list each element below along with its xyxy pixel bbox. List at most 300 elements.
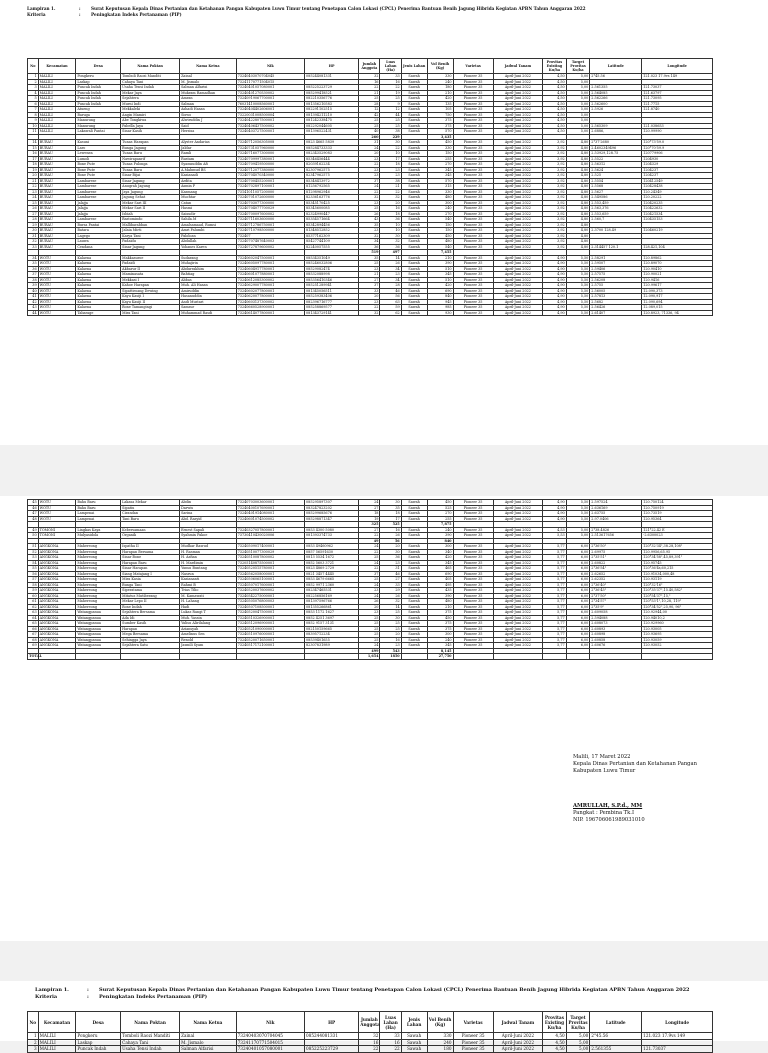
cell-kecamatan: ANGKONA: [38, 599, 76, 605]
cell-longitude: 121.8740: [642, 107, 713, 113]
cell-anggota: 36: [359, 244, 380, 250]
cell-target: 6,00: [566, 610, 590, 616]
cell-kecamatan: WOTU: [38, 277, 76, 283]
cell-kecamatan: MALILI: [38, 123, 76, 129]
cell-varietas: Pioneer 35: [453, 85, 493, 91]
cell-jenis: Sawah: [401, 206, 427, 212]
cell-kecamatan: MALILI: [38, 1033, 76, 1040]
cell-jadwal: April-Juni 2022: [493, 604, 543, 610]
cell-kecamatan: BURAU: [38, 173, 76, 179]
cell-provitas: 5,77: [543, 566, 567, 572]
cell-provitas: 5,77: [543, 626, 567, 632]
cell-jadwal: April-Juni 2022: [493, 151, 543, 157]
cell-longitude: 120°32'16": [642, 582, 713, 588]
column-header-kecamatan: Kecamatan: [38, 1012, 76, 1033]
cell-no: 2: [28, 1039, 39, 1046]
cell-hp: 08395712234: [305, 632, 359, 638]
cell-target: 5,50: [566, 310, 590, 316]
cell-varietas: Pioneer 35: [453, 140, 493, 146]
cell-jadwal: April-Juni 2022: [493, 244, 543, 250]
cell-ketua: Abd. Rasyid: [180, 516, 237, 522]
cell-kecamatan: ANGKONA: [38, 610, 76, 616]
cell-longitude: 120460219: [642, 228, 713, 234]
cell-target: 5,00: [566, 96, 590, 102]
cell-volume: 510: [427, 266, 453, 272]
cell-poktan: Maminasata: [121, 272, 180, 278]
cell-target: 4,80: [566, 140, 590, 146]
cell-ketua: Rahmi B: [180, 582, 237, 588]
cell-varietas: Pioneer 35: [453, 195, 493, 201]
cell-jenis: Sawah: [401, 233, 427, 239]
cell-desa: Bone Pute: [76, 162, 121, 168]
cell-poktan: Mitatus Mutiberang: [121, 593, 180, 599]
cell-ketua: Yulius Alirilalang: [180, 621, 237, 627]
cell-latitude: 2.62652: [590, 571, 642, 577]
cell-no: 58: [28, 582, 39, 588]
cell-latitude: 2.60822: [590, 560, 642, 566]
cell-jadwal: April-Juni 2022: [493, 222, 543, 228]
cell-jenis: Sawah: [401, 299, 427, 305]
cell-latitude: 2.561355: [590, 1046, 642, 1053]
cell-desa: Jalajja: [76, 211, 121, 217]
cell-target: 5,00: [566, 527, 590, 533]
cell-luas: 29: [380, 588, 401, 594]
cell-anggota: 25: [359, 96, 380, 102]
cell-desa: Pongkeru: [76, 74, 121, 80]
cell-desa: Mahereong: [76, 599, 121, 605]
cell-anggota: 25: [359, 615, 380, 621]
column-header-anggota: Jumlah Anggota: [359, 1012, 380, 1033]
cell-jadwal: April-Juni 2022: [493, 101, 543, 107]
cell-jadwal: April-Juni 2022: [493, 211, 543, 217]
kriteria-label: Kriteria: [27, 12, 46, 17]
cell-volume: 27,750: [427, 654, 453, 660]
cell-target: 4,80: [566, 211, 590, 217]
cell-poktan: Kayu Kasiji II: [121, 299, 180, 305]
cell-varietas: Pioneer 35: [453, 178, 493, 184]
cell-longitude: 121.73037: [642, 1046, 713, 1053]
cell-kecamatan: TOMONI: [38, 527, 76, 533]
cell-desa: Puncak Indah: [76, 96, 121, 102]
cell-nik: 73240727879600002: [236, 244, 304, 250]
cell-no: 49: [28, 527, 39, 533]
cell-volume: 390: [427, 261, 453, 267]
cell-nik: 73240406437500002: [236, 123, 304, 129]
cell-ketua: Ashadi Hasan: [180, 107, 237, 113]
cell-ketua: Said: [180, 123, 237, 129]
cell-kecamatan: WOTU: [38, 255, 76, 261]
cell-no: 48: [28, 516, 39, 522]
cell-volume: 255: [427, 516, 453, 522]
cell-target: [566, 654, 590, 660]
cell-anggota: 27: [359, 527, 380, 533]
column-header-jenis: Jenis Lahan: [401, 1012, 427, 1033]
cell-no: 43: [28, 305, 39, 311]
cell-anggota: 22: [359, 549, 380, 555]
cell-volume: 345: [427, 167, 453, 173]
cell-target: 6,00: [566, 632, 590, 638]
cell-jenis: Sawah: [401, 1033, 427, 1040]
cell-latitude: 2°36'45": [590, 588, 642, 594]
cell-anggota: 24: [359, 145, 380, 151]
cell-volume: 435: [427, 588, 453, 594]
cell-volume: 7,875: [427, 522, 453, 528]
cell-jadwal: April-Juni 2022: [493, 549, 543, 555]
cell-provitas: 4,50: [543, 101, 567, 107]
cell-jadwal: April-Juni 2022: [493, 90, 543, 96]
cell-volume: 840: [427, 294, 453, 300]
cell-luas: 30: [380, 500, 401, 506]
cell-longitude: 120.93059: [642, 637, 713, 643]
cell-hp: 085244081331: [305, 1033, 359, 1040]
cell-ketua: Asmin P: [180, 184, 237, 190]
cell-nik: 73240712077380000: [236, 167, 304, 173]
cell-varietas: Pioneer 35: [453, 266, 493, 272]
cell-longitude: 1204237: [642, 173, 713, 179]
cell-volume: 135: [427, 101, 453, 107]
cell-poktan: Mira Kasia: [121, 577, 180, 583]
cell-longitude: [642, 654, 713, 660]
cell-longitude: 120.24349: [642, 189, 713, 195]
cell-poktan: Mekar Sari II: [121, 206, 180, 212]
cell-hp: 085299418521: [305, 90, 359, 96]
table-header-row: [28, 59, 713, 74]
column-header-luas: Luas Lahan (Ha): [380, 1012, 401, 1033]
cell-target: 4,80: [566, 206, 590, 212]
cell-longitude: 120.95745: [642, 560, 713, 566]
cell-jenis: Sawah: [401, 79, 427, 85]
cell-poktan: Cahaya Tani: [121, 79, 180, 85]
cell-desa: Kalaena: [76, 283, 121, 289]
cell-volume: 420: [427, 96, 453, 102]
cpcl-table-page-1: [27, 58, 713, 316]
cell-volume: 150: [427, 151, 453, 157]
cell-desa: Cendana: [76, 244, 121, 250]
cell-target: 4,80: [566, 222, 590, 228]
cell-anggota: 40: [359, 129, 380, 135]
cell-latitude: 2.5554: [590, 178, 642, 184]
cell-hp: 082256856169: [305, 593, 359, 599]
cell-volume: 375: [427, 610, 453, 616]
cell-hp: 082150159665: [305, 626, 359, 632]
cell-target: 4,80: [566, 162, 590, 168]
cell-ketua: Rustam: [180, 156, 237, 162]
cell-target: 5,50: [566, 299, 590, 305]
cell-jenis: Sawah: [401, 184, 427, 190]
cell-latitude: 2.60676: [590, 643, 642, 649]
cell-varietas: Pioneer 35: [453, 173, 493, 179]
cell-nik: 73240510077300029: [236, 549, 304, 555]
cell-volume: 985: [427, 305, 453, 311]
cell-desa: Puncak Indah: [76, 85, 121, 91]
cell-poktan: Kahoe Harapan: [121, 283, 180, 289]
cell-hp: 85354571664: [305, 217, 359, 223]
cell-jenis: Sawah: [401, 228, 427, 234]
cell-ketua: Trias Tilio: [180, 588, 237, 594]
cell-desa: Puncak Indah: [76, 90, 121, 96]
cell-poktan: Sinar Bijai: [121, 173, 180, 179]
cell-luas: 17: [380, 516, 401, 522]
cell-desa: Mahereong: [76, 555, 121, 561]
cell-ketua: H. Asfian: [180, 555, 237, 561]
cell-luas: 25: [380, 123, 401, 129]
cell-target: 4,80: [566, 189, 590, 195]
cell-no: 60: [28, 593, 39, 599]
cell-jadwal: April-Juni 2022: [493, 217, 543, 223]
cell-kecamatan: MALILI: [38, 129, 76, 135]
column-header-varietas: Varietas: [453, 59, 493, 74]
cell-jenis: Sawah: [401, 305, 427, 311]
cell-hp: 085259383406: [305, 294, 359, 300]
cell-poktan: Sumber Kasih: [121, 621, 180, 627]
cell-provitas: 4,50: [543, 85, 567, 91]
cell-anggota: 16: [359, 79, 380, 85]
cell-nik: [236, 654, 304, 660]
cell-volume: 240: [427, 206, 453, 212]
cell-nik: 73240510087800002: [236, 555, 304, 561]
cell-varietas: Pioneer 35: [453, 637, 493, 643]
cell-desa: Lambarese: [76, 217, 121, 223]
cell-poktan: Sehingga Jaya: [121, 637, 180, 643]
cell-target: 5,50: [566, 511, 590, 517]
document-page-3: [0, 981, 768, 1051]
cell-luas: 22: [380, 189, 401, 195]
cell-target: 6,00: [566, 588, 590, 594]
cell-anggota: 26: [359, 599, 380, 605]
cell-hp: 082210356776: [305, 96, 359, 102]
cell-poktan: Sinar Bone: [121, 555, 180, 561]
cell-provitas: 4,90: [543, 310, 567, 316]
cell-nik: 73240701072600000: [236, 195, 304, 201]
cell-no: 34: [28, 255, 39, 261]
cell-volume: 210: [427, 90, 453, 96]
cell-nik: 73240505076800003: [236, 599, 304, 605]
cell-jadwal: April-Juni 2022: [493, 129, 543, 135]
cell-target: 5,00: [566, 101, 590, 107]
cell-luas: 21: [380, 184, 401, 190]
cell-jadwal: April-Juni 2022: [493, 195, 543, 201]
cell-ketua: Ernest Sapali: [180, 527, 237, 533]
cell-kecamatan: BURAU: [38, 233, 76, 239]
cell-target: 5,50: [566, 266, 590, 272]
cell-no: 6: [28, 101, 39, 107]
cell-varietas: Pioneer 35: [453, 294, 493, 300]
cell-hp: 082347465531: [305, 588, 359, 594]
cell-nik: 73240712786750001: [236, 222, 304, 228]
cell-nik: 73730410430020006: [236, 533, 304, 539]
cell-hp: 85342894456: [305, 222, 359, 228]
cell-poktan: Bastomindo: [121, 217, 180, 223]
cell-volume: 375: [427, 118, 453, 124]
document-page-2: [0, 496, 768, 941]
cell-ketua: H. Mardimin: [180, 560, 237, 566]
cell-anggota: 32: [359, 1033, 380, 1040]
cell-kecamatan: BURAU: [38, 140, 76, 146]
cell-latitude: 2.553,659: [590, 211, 642, 217]
cell-jenis: Sawah: [401, 288, 427, 294]
cell-desa: Mahereong: [76, 604, 121, 610]
cell-ketua: Hasmi: [180, 206, 237, 212]
cell-longitude: -2.6300023: [642, 533, 713, 539]
column-header-jenis: Jenis Lahan: [401, 59, 427, 74]
cell-latitude: 2°35'9": [590, 604, 642, 610]
cell-no: 33: [28, 244, 39, 250]
cell-anggota: 37: [359, 178, 380, 184]
cell-latitude: 2°38.4826: [590, 527, 642, 533]
cell-hp: 82324990447: [305, 211, 359, 217]
cell-volume: 375: [427, 123, 453, 129]
cell-volume: 180: [427, 1046, 453, 1053]
column-header-provitas: Provitas Existing Ku/ha: [543, 59, 567, 74]
cell-ketua: Zainal: [180, 74, 237, 80]
cell-latitude: 2°36'50": [590, 544, 642, 550]
cell-no: 63: [28, 610, 39, 616]
cell-no: 39: [28, 283, 39, 289]
cell-poktan: Usaha Tensi Indah: [121, 85, 180, 91]
cell-desa: Lampenai: [76, 511, 121, 517]
cell-ketua: Andi Mustari: [180, 299, 237, 305]
cell-poktan: Sinar Harapan: [121, 566, 180, 572]
cell-anggota: 37: [359, 283, 380, 289]
cell-provitas: 3,92: [543, 211, 567, 217]
cell-longitude: 120.93119: [642, 577, 713, 583]
cell-kecamatan: BURAU: [38, 200, 76, 206]
cell-varietas: Pioneer 35: [453, 610, 493, 616]
cell-varietas: Pioneer 35: [453, 1039, 493, 1046]
cell-nik: 73240512096900001: [236, 621, 304, 627]
cell-volume: 375: [427, 626, 453, 632]
cell-desa: Manurung: [76, 118, 121, 124]
cell-latitude: 2.69975: [590, 549, 642, 555]
cell-target: 6,00: [566, 604, 590, 610]
cell-ketua: Amelinus Sen: [180, 632, 237, 638]
cell-volume: 570: [427, 178, 453, 184]
cell-latitude: 2°36'54": [590, 566, 642, 572]
cell-jenis: Sawah: [401, 167, 427, 173]
cell-kecamatan: ANGKONA: [38, 593, 76, 599]
cell-luas: 543: [380, 648, 401, 654]
cell-longitude: 120°54'37",15,": [642, 593, 713, 599]
cell-kecamatan: BURAU: [38, 178, 76, 184]
cell-provitas: 5,77: [543, 549, 567, 555]
cell-jenis: Sawah: [401, 255, 427, 261]
cell-poktan: Kayu Kasiji I: [121, 294, 180, 300]
cell-poktan: Lakasa Mekar: [121, 500, 180, 506]
cell-no: 5: [28, 96, 39, 102]
cell-jadwal: April-Juni 2022: [493, 533, 543, 539]
cell-latitude: 2.562266: [590, 96, 642, 102]
cell-target: 5,00: [566, 112, 590, 118]
cell-volume: 150: [427, 222, 453, 228]
cell-nik: 73240604917780001: [236, 266, 304, 272]
cell-anggota: 25: [359, 632, 380, 638]
column-header-target: Target Provitas Ku/ha: [566, 59, 590, 74]
cell-no: 19: [28, 167, 39, 173]
cell-poktan: Mallibarabban: [121, 222, 180, 228]
cell-latitude: 2.560,7: [590, 217, 642, 223]
cell-no: 20: [28, 173, 39, 179]
cell-nik: 73240562058000001: [236, 571, 304, 577]
cell-no: 32: [28, 239, 39, 245]
cell-latitude: 2.564085: [590, 90, 642, 96]
cell-kecamatan: [38, 654, 76, 660]
cell-no: 57: [28, 577, 39, 583]
cell-target: 5,00: [566, 1039, 590, 1046]
cell-latitude: 2.63755: [590, 511, 642, 517]
cell-poktan: Sinar Jagung: [121, 178, 180, 184]
cell-jadwal: April-Juni 2022: [493, 184, 543, 190]
cell-varietas: Pioneer 35: [453, 560, 493, 566]
cell-jenis: Sawah: [401, 555, 427, 561]
cell-kecamatan: BURAU: [38, 184, 76, 190]
cell-provitas: 4,50: [543, 90, 567, 96]
cell-varietas: Pioneer 35: [453, 145, 493, 151]
cell-jenis: [401, 654, 427, 660]
cell-luas: 63: [380, 299, 401, 305]
cell-target: 4,80: [566, 233, 590, 239]
cell-volume: 8,145: [427, 648, 453, 654]
cell-anggota: 18: [359, 511, 380, 517]
cell-luas: 16: [380, 527, 401, 533]
cell-hp: 0853 4300 5080: [305, 527, 359, 533]
cell-volume: 330: [427, 74, 453, 80]
cell-longitude: 121°22.42 E: [642, 527, 713, 533]
cell-ketua: Muhammad Rasdi: [180, 310, 237, 316]
cell-jadwal: April-Juni 2022: [493, 500, 543, 506]
cell-varietas: Pioneer 35: [453, 305, 493, 311]
cell-target: 5,50: [566, 505, 590, 511]
cell-nik: 73240520037600002: [236, 588, 304, 594]
cell-jenis: Sawah: [401, 129, 427, 135]
cell-anggota: 23: [359, 156, 380, 162]
document-page-1: [0, 0, 768, 445]
cell-longitude: 120.20222: [642, 195, 713, 201]
cell-varietas: Pioneer 35: [453, 118, 493, 124]
cell-jenis: Sawah: [401, 610, 427, 616]
cell-longitude: 121.038653: [642, 123, 713, 129]
cell-desa: [76, 654, 121, 660]
cell-jadwal: April-Juni 2022: [493, 599, 543, 605]
cell-varietas: Pioneer 35: [453, 156, 493, 162]
cell-kecamatan: BURAU: [38, 167, 76, 173]
cell-luas: 14: [380, 604, 401, 610]
cell-desa: Kalaena: [76, 294, 121, 300]
cell-jenis: Sawah: [401, 527, 427, 533]
cell-luas: 12: [380, 107, 401, 113]
cell-varietas: Pioneer 35: [453, 255, 493, 261]
cell-poktan: Tunas Baru: [121, 151, 180, 157]
cell-volume: 480: [427, 195, 453, 201]
cell-hp: 085356410346: [305, 277, 359, 283]
cell-ketua: Syahmin Pakoe: [180, 533, 237, 539]
cell-volume: 105: [427, 107, 453, 113]
cell-provitas: 4,50: [543, 118, 567, 124]
cell-jenis: Sawah: [401, 200, 427, 206]
cell-jadwal: April-Juni 2022: [493, 255, 543, 261]
cell-anggota: 22: [359, 162, 380, 168]
cell-luas: 22: [380, 145, 401, 151]
cell-latitude: 2.56005: [590, 288, 642, 294]
cell-longitude: 121.73037: [642, 85, 713, 91]
cell-kecamatan: MALILI: [38, 118, 76, 124]
cell-desa: Laskap: [76, 79, 121, 85]
cell-luas: 38: [380, 129, 401, 135]
cell-anggota: 260: [359, 134, 380, 140]
cell-luas: 30: [380, 140, 401, 146]
cell-volume: 465: [427, 566, 453, 572]
cell-volume: 405: [427, 577, 453, 583]
cell-poktan: Mira Tani: [121, 310, 180, 316]
